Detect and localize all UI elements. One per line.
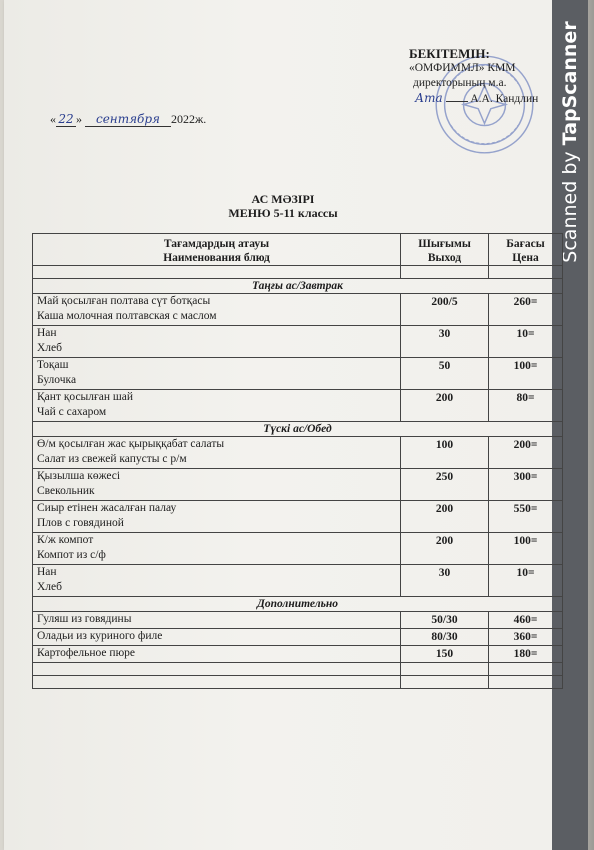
dish-name-ru: Каша молочная полтавская с маслом	[37, 310, 217, 322]
section-extra-label: Дополнительно	[33, 597, 563, 612]
dish-name-ru: Салат из свежей капусты с р/м	[37, 453, 187, 465]
watermark-prefix: Scanned by	[559, 145, 581, 263]
dish-price: 10=	[489, 326, 563, 358]
table-header-row	[33, 234, 563, 266]
menu-title-ru: МЕНЮ 5-11 классы	[228, 206, 338, 220]
dish-name-kz: Ө/м қосылған жас қырыққабат салаты	[37, 438, 225, 450]
table-spacer-row	[33, 676, 563, 689]
dish-name-ru: Компот из с/ф	[37, 549, 106, 561]
dish-yield: 150	[401, 646, 489, 663]
header-price-ru: Цена	[512, 252, 539, 264]
dish-yield: 30	[401, 326, 489, 358]
watermark-brand: TapScanner	[559, 21, 581, 146]
dish-price: 10=	[489, 565, 563, 597]
table-row	[33, 358, 563, 390]
dish-price: 100=	[489, 358, 563, 390]
dish-name-kz: Тоқаш	[37, 359, 69, 371]
table-row	[33, 390, 563, 422]
section-row-lunch	[33, 422, 563, 437]
dish-yield: 200/5	[401, 294, 489, 326]
dish-price: 360=	[489, 629, 563, 646]
dish-price: 460=	[489, 612, 563, 629]
dish-price: 180=	[489, 646, 563, 663]
dish-price: 550=	[489, 501, 563, 533]
dish-name-kz: Май қосылған полтава сүт ботқасы	[37, 295, 211, 307]
dish-yield: 80/30	[401, 629, 489, 646]
table-row	[33, 326, 563, 358]
section-lunch-label: Түскі ас/Обед	[33, 422, 563, 437]
dish-yield: 250	[401, 469, 489, 501]
dish-name-kz: Нан	[37, 566, 57, 578]
menu-title-kz: АС МӘЗІРІ	[251, 192, 315, 206]
header-price-kz: Бағасы	[506, 238, 545, 250]
dish-yield: 100	[401, 437, 489, 469]
table-row	[33, 646, 563, 663]
section-row-extra	[33, 597, 563, 612]
table-spacer-row	[33, 663, 563, 676]
dish-yield: 50/30	[401, 612, 489, 629]
header-yield-ru: Выход	[427, 252, 462, 264]
dish-yield: 50	[401, 358, 489, 390]
menu-heading	[0, 192, 594, 220]
header-yield-kz: Шығымы	[418, 238, 471, 250]
dish-name-ru: Чай с сахаром	[37, 406, 107, 418]
dish-yield: 200	[401, 501, 489, 533]
header-price	[489, 234, 563, 266]
dish-price: 80=	[489, 390, 563, 422]
table-row	[33, 294, 563, 326]
date-month: сентября	[85, 112, 171, 127]
section-row-breakfast	[33, 279, 563, 294]
table-row	[33, 533, 563, 565]
approval-position: директорының м.а.	[413, 77, 507, 89]
header-dish-name-ru: Наименования блюд	[163, 252, 270, 264]
dish-name: Оладьи из куриного филе	[33, 629, 401, 646]
table-row	[33, 469, 563, 501]
dish-name-kz: Қант қосылған шай	[37, 391, 133, 403]
dish-yield: 30	[401, 565, 489, 597]
approval-block	[409, 46, 554, 107]
menu-table	[32, 233, 563, 689]
section-breakfast-label: Таңғы ас/Завтрак	[33, 279, 563, 294]
approval-org: «ОМФИММЛ» КММ	[409, 62, 516, 74]
approval-name: А.А. Кандлин	[470, 93, 539, 105]
dish-name: Картофельное пюре	[33, 646, 401, 663]
dish-name-ru: Плов с говядиной	[37, 517, 124, 529]
approval-title: БЕКІТЕМІН:	[409, 46, 490, 61]
dish-yield: 200	[401, 533, 489, 565]
dish-name-ru: Булочка	[37, 374, 77, 386]
dish-yield: 200	[401, 390, 489, 422]
dish-name-kz: Нан	[37, 327, 57, 339]
tapscanner-watermark	[559, 21, 581, 262]
table-row	[33, 629, 563, 646]
dish-price: 200=	[489, 437, 563, 469]
dish-price: 260=	[489, 294, 563, 326]
dish-name-kz: Қызылша көжесі	[37, 470, 121, 482]
date-year: 2022ж.	[171, 112, 207, 126]
dish-price: 300=	[489, 469, 563, 501]
date-day: 22	[56, 112, 76, 127]
table-row	[33, 612, 563, 629]
document-date: « 22 » сентября 2022ж.	[50, 112, 207, 126]
header-dish-name-kz: Тағамдардың атауы	[163, 238, 270, 250]
approval-signature: Ата	[415, 91, 443, 105]
dish-name-ru: Хлеб	[37, 581, 62, 593]
dish-name: Гуляш из говядины	[33, 612, 401, 629]
table-spacer-row	[33, 266, 563, 279]
table-row	[33, 565, 563, 597]
header-yield	[401, 234, 489, 266]
table-row	[33, 437, 563, 469]
dish-name-ru: Хлеб	[37, 342, 62, 354]
dish-name-ru: Свекольник	[37, 485, 95, 497]
table-row	[33, 501, 563, 533]
dish-name-kz: К/ж компот	[37, 534, 94, 546]
header-dish-name	[33, 234, 401, 266]
dish-name-kz: Сиыр етінен жасалған палау	[37, 502, 177, 514]
dish-price: 100=	[489, 533, 563, 565]
